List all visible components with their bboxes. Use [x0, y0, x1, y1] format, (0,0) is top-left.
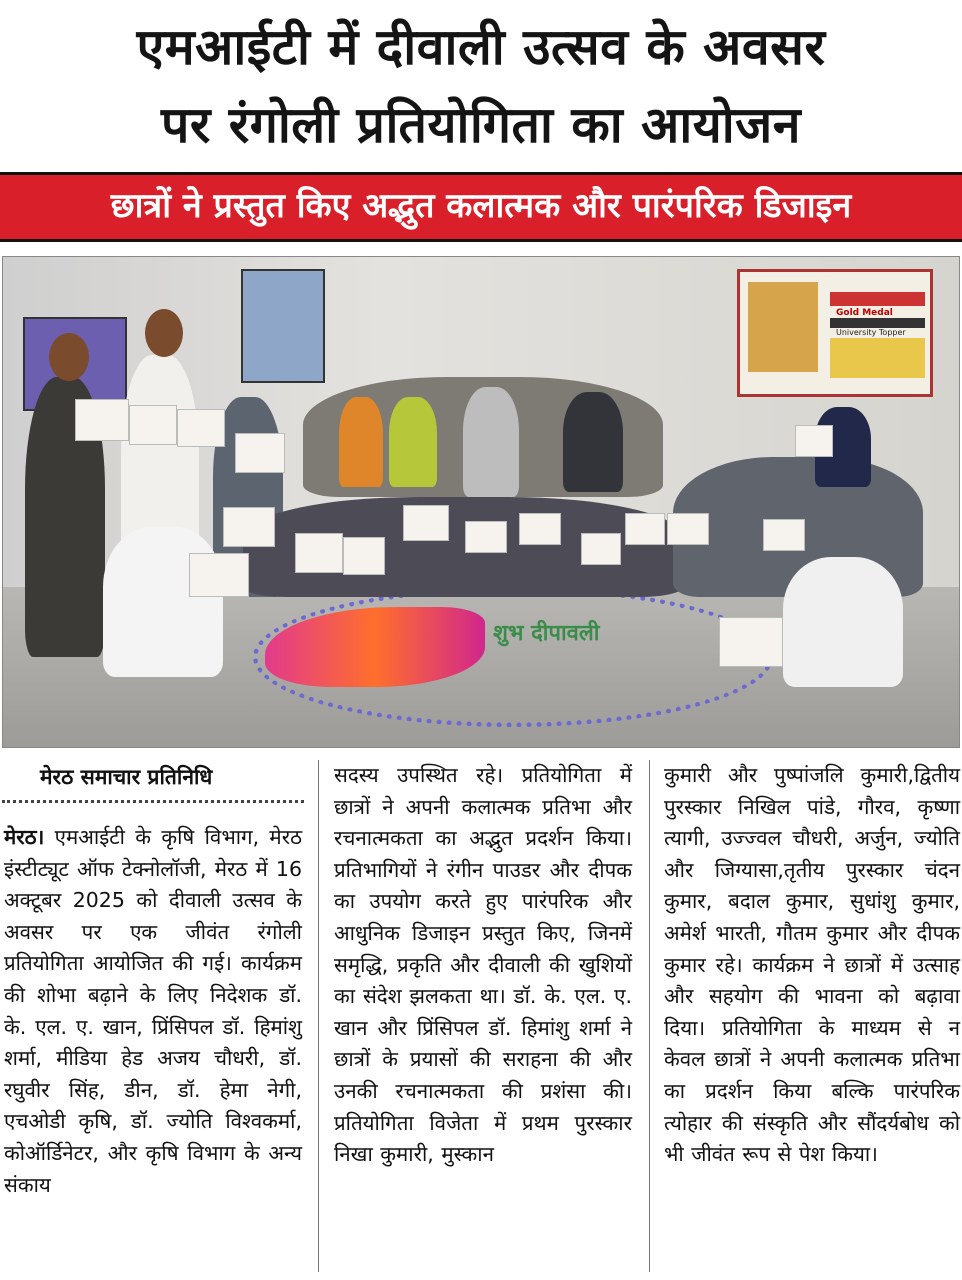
certificate	[177, 409, 225, 447]
certificate	[795, 425, 833, 457]
certificate	[235, 433, 285, 473]
participant	[463, 387, 519, 497]
banner-title	[830, 292, 925, 306]
participant	[339, 397, 383, 487]
byline-divider	[2, 800, 304, 803]
article-column-2: सदस्य उपस्थित रहे। प्रतियोगिता में छात्रों ने अपनी कलात्मक प्रतिभा और रचनात्मकता का अद्भुत प्रदर्शन किया। प्रतिभागियों ने रंगीन पाउडर और दीपक का उपयोग करते हुए पारंपरिक और आधुनिक डिजाइन प्रस्तुत किए, जिनमें समृद्धि, प्रकृति और दीवाली की खुशियों का संदेश झलकता था। डॉ. के. एल. ए. खान और प्रिंसिपल डॉ. हिमांशु शर्मा ने छात्रों के प्रयासों की सराहना की और उनकी रचनात्मकता की प्रशंसा की। प्रतियोगिता विजेता में प्रथम पुरस्कार निखा कुमारी, मुस्कान	[334, 763, 632, 1167]
article-column-3: कुमारी और पुष्पांजलि कुमारी,द्वितीय पुरस्कार निखिल पांडे, गौरव, कृष्णा त्यागी, उज्ज्वल चौधरी, अर्जुन, ज्योति और जिग्यासा,तृतीय पुरस्कार चंदन कुमार, बदाल कुमार, सुधांशु कुमार, अमेर्श भारती, गौतम कुमार और दीपक कुमार रहे। कार्यक्रम ने छात्रों में उत्साह और सहयोग की भावना को बढ़ावा दिया। प्रतियोगिता के माध्यम से न केवल छात्रों ने अपनी कलात्मक प्रतिभा का प्रदर्शन किया बल्कि पारंपरिक त्योहार की संस्कृति और सौंदर्यबोध को भी जीवंत रूप से पेश किया।	[664, 763, 960, 1167]
banner-photo	[748, 282, 818, 372]
participant	[103, 527, 223, 677]
certificate	[343, 537, 385, 575]
article-column-1-text: एमआईटी के कृषि विभाग, मेरठ इंस्टीट्यूट ऑफ टेक्नोलॉजी, मेरठ में 16 अक्टूबर 2025 को दीवाली उत्सव के अवसर पर एक जीवंत रंगोली प्रतियोगिता आयोजित की गई। कार्यक्रम की शोभा बढ़ाने के लिए निदेशक डॉ. के. एल. ए. खान, प्रिंसिपल डॉ. हिमांशु शर्मा, मीडिया हेड अजय चौधरी, डॉ. रघुवीर सिंह, डीन, डॉ. हेमा नेगी, एचओडी कृषि, डॉ. ज्योति विश्वकर्मा, कोऑर्डिनेटर, और कृषि विभाग के अन्य संकाय	[4, 825, 302, 1197]
wall-poster	[241, 269, 325, 383]
banner-gold-medal-text: Gold Medal	[836, 308, 893, 318]
banner-medal	[830, 338, 925, 378]
certificate	[129, 405, 177, 445]
participant-head	[49, 333, 89, 381]
banner-topper-text: University Topper	[836, 328, 906, 337]
certificate	[75, 399, 129, 441]
headline	[0, 8, 962, 164]
participant	[563, 392, 623, 492]
dateline: मेरठ।	[4, 825, 45, 849]
certificate	[763, 519, 805, 551]
byline: मेरठ समाचार प्रतिनिधि	[40, 765, 213, 789]
gold-medal-banner	[737, 269, 933, 397]
participant	[783, 557, 903, 687]
subheadline-banner: छात्रों ने प्रस्तुत किए अद्भुत कलात्मक और पारंपरिक डिजाइन	[0, 172, 962, 242]
certificate	[625, 513, 665, 545]
certificate	[667, 513, 709, 545]
certificate	[295, 533, 343, 573]
certificate	[519, 513, 561, 545]
participant-head	[145, 309, 183, 357]
certificate	[189, 553, 249, 597]
participant	[389, 397, 437, 487]
rangoli-text: शुभ दीपावली	[493, 621, 600, 646]
banner-subtitle	[830, 318, 925, 328]
certificate	[719, 617, 783, 667]
certificate	[403, 505, 449, 541]
certificate	[465, 521, 507, 553]
certificate	[581, 533, 621, 565]
headline-line-2: पर रंगोली प्रतियोगिता का आयोजन	[160, 96, 802, 154]
certificate	[223, 507, 275, 547]
event-photo	[2, 256, 960, 748]
column-divider	[318, 760, 319, 1272]
headline-line-1: एमआईटी में दीवाली उत्सव के अवसर	[136, 18, 826, 76]
column-divider	[649, 760, 650, 1272]
article-column-1	[4, 822, 302, 1201]
